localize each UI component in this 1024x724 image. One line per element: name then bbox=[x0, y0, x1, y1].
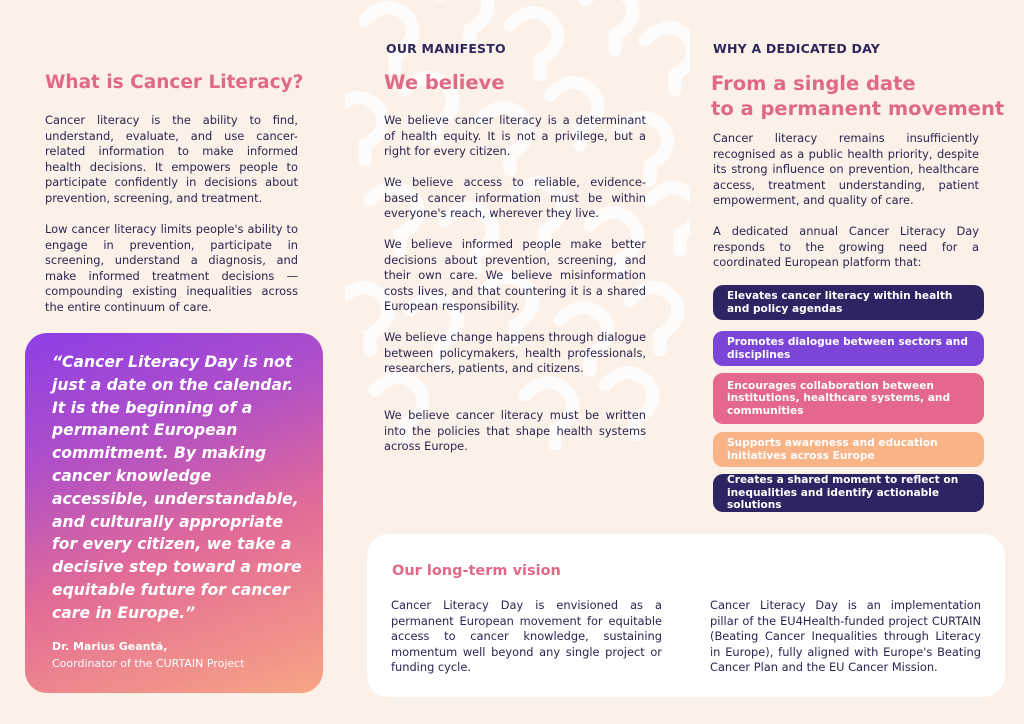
manifesto-paragraph-2: We believe access to reliable, evidence-based cancer information must be within everyone's reach, wherever they live. bbox=[384, 175, 646, 221]
vision-column-1: Cancer Literacy Day is envisioned as a permanent European movement for equitable access to cancer knowledge, sustaining momentum well beyond any single project or funding cycle. bbox=[391, 598, 662, 675]
dedicated-day-heading bbox=[711, 71, 1004, 121]
manifesto-paragraph-1: We believe cancer literacy is a determinant of health equity. It is not a privilege, but a right for every citizen. bbox=[384, 113, 646, 159]
pill-elevates: Elevates cancer literacy within health and policy agendas bbox=[713, 285, 984, 320]
manifesto-paragraph-4: We believe change happens through dialogue between policymakers, health professionals, researchers, patients, and citizens. bbox=[384, 330, 646, 376]
left-paragraph-2: Low cancer literacy limits people's ability to engage in prevention, participate in screening, understand a diagnosis, and make informed treatment decisions — compounding existing inequalities across the entire continuum of care. bbox=[45, 222, 298, 314]
pill-promotes: Promotes dialogue between sectors and disciplines bbox=[713, 331, 984, 366]
vision-column-2: Cancer Literacy Day is an implementation pillar of the EU4Health-funded project CURTAIN (Beating Cancer Inequalities through Literacy in Europe), fully aligned with Europe's Beating Cancer Plan and the EU Cancer Mission. bbox=[710, 598, 981, 675]
manifesto-kicker: OUR MANIFESTO bbox=[386, 41, 506, 56]
dedicated-day-heading-line-1: From a single date bbox=[711, 72, 916, 95]
quote-text: “Cancer Literacy Day is not just a date on the calendar. It is the beginning of a permanent European commitment. By making cancer knowledge accessible, understandable, and culturally appropriate for every citizen, we take a decisive step toward a more equitable future for cancer care in Europe.” bbox=[52, 353, 302, 622]
pill-encourages: Encourages collaboration between institutions, healthcare systems, and communities bbox=[713, 373, 984, 424]
quote-author-role: Coordinator of the CURTAIN Project bbox=[52, 657, 245, 670]
dedicated-day-heading-line-2: to a permanent movement bbox=[711, 97, 1005, 120]
vision-card bbox=[367, 534, 1005, 697]
left-heading: What is Cancer Literacy? bbox=[45, 72, 304, 93]
dedicated-day-paragraph-2: A dedicated annual Cancer Literacy Day responds to the growing need for a coordinated European platform that: bbox=[713, 224, 979, 270]
pill-supports: Supports awareness and education initiatives across Europe bbox=[713, 432, 984, 467]
dedicated-day-kicker: WHY A DEDICATED DAY bbox=[713, 41, 880, 56]
left-paragraph-1: Cancer literacy is the ability to find, understand, evaluate, and use cancer-related information to make informed health decisions. It empowers people to participate confidently in decisions about prevention, screening, and treatment. bbox=[45, 113, 298, 205]
manifesto-paragraph-5: We believe cancer literacy must be written into the policies that shape health systems across Europe. bbox=[384, 408, 646, 454]
quote-author: Dr. Marius Geantă, bbox=[52, 640, 168, 653]
vision-heading: Our long-term vision bbox=[392, 563, 561, 579]
question-mark-pattern bbox=[345, 0, 690, 450]
manifesto-heading: We believe bbox=[384, 71, 505, 94]
manifesto-paragraph-3: We believe informed people make better decisions about prevention, screening, and their own care. We believe misinformation costs lives, and that countering it is a shared European responsibility. bbox=[384, 237, 646, 314]
dedicated-day-paragraph-1: Cancer literacy remains insufficiently recognised as a public health priority, despite its strong influence on prevention, healthcare access, treatment understanding, patient empowerment, and quality of care. bbox=[713, 131, 979, 208]
pill-creates: Creates a shared moment to reflect on inequalities and identify actionable solutions bbox=[713, 474, 984, 512]
quote-card bbox=[25, 333, 323, 693]
